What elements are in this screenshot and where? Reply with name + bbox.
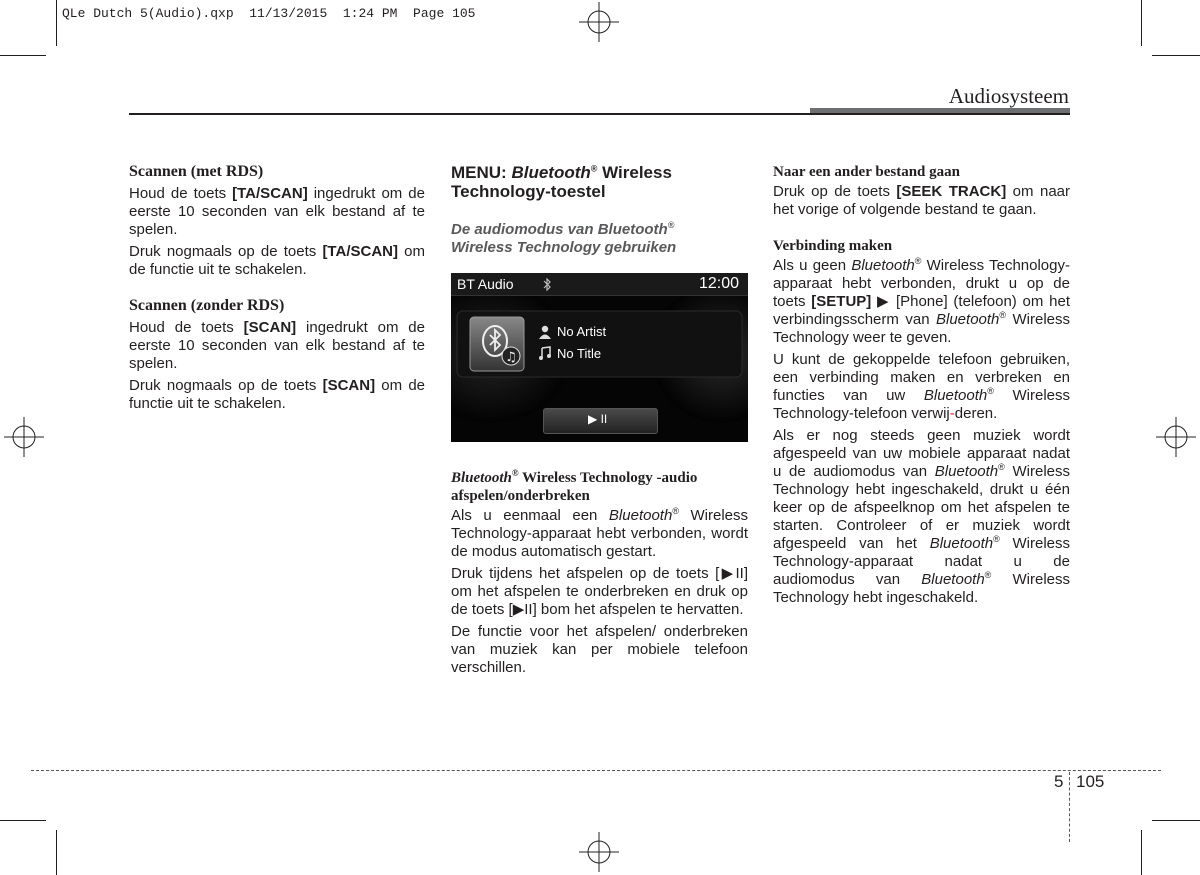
arrow-right-icon: ▶ — [871, 293, 896, 310]
text: Druk nogmaals op de toets — [129, 243, 323, 260]
paragraph: De functie voor het afspelen/ onderbreken van muziek kan per mobiele telefoon verschillen. — [451, 623, 748, 676]
text: Bluetooth — [929, 535, 994, 552]
heading-connect: Verbinding maken — [773, 238, 893, 254]
page-number: 105 — [1076, 772, 1105, 791]
paragraph — [129, 377, 425, 413]
paragraph — [451, 507, 748, 561]
footer-dashed-rule — [31, 770, 1161, 771]
chapter-number: 5 — [1054, 772, 1064, 791]
registration-mark-icon — [4, 417, 44, 457]
text: ] bom het afspelen te hervatten. — [532, 601, 744, 618]
text: Houd de toets — [129, 319, 244, 336]
key-label: [SCAN] — [322, 377, 376, 394]
key-label: [SETUP] — [811, 293, 872, 310]
text: om naar het vorige of volgende bestand te gaan. — [773, 183, 1071, 218]
text: De audiomodus van Bluetooth — [451, 221, 668, 238]
heading-bt-play — [451, 469, 748, 505]
artist-icon — [538, 325, 552, 339]
play-pause-icon: ▶II — [512, 601, 533, 618]
text: Wireless Technology-apparaat hebt verbonden, drukt u op de toets — [773, 257, 1070, 310]
section-title: Audiosysteem — [948, 84, 1069, 108]
registered-mark: ® — [993, 534, 1000, 544]
registration-mark-icon — [579, 832, 619, 872]
hyphen: - — [949, 405, 955, 422]
key-label: [SEEK TRACK] — [896, 183, 1007, 200]
text: Houd de toets — [129, 185, 233, 202]
text: om de functie uit te schakelen. — [129, 243, 425, 278]
text: Bluetooth — [608, 507, 673, 524]
column-right — [773, 163, 1070, 611]
text: U kunt de gekoppelde telefoon gebruiken, een verbinding maken en verbreken en functies van uw — [773, 351, 1070, 404]
key-label: [SCAN] — [243, 319, 297, 336]
paragraph — [773, 257, 1070, 347]
subheading — [451, 221, 748, 257]
paragraph — [773, 351, 1070, 423]
registered-mark: ® — [511, 468, 519, 478]
paragraph — [129, 185, 425, 239]
paragraph — [773, 183, 1070, 219]
text: ] om het afspelen te onderbreken en druk op de toets [ — [451, 565, 749, 618]
text: Als er nog steeds geen muziek wordt afgespeeld van uw mobiele apparaat nadat u de audiomodus van — [773, 427, 1070, 480]
music-note-icon — [538, 346, 552, 360]
heading-scan-rds: Scannen (met RDS) — [129, 163, 264, 180]
crop-mark — [1152, 820, 1200, 821]
registered-mark: ® — [987, 386, 994, 396]
column-middle — [451, 163, 748, 257]
text: Wireless Technology gebruiken — [451, 239, 677, 256]
artist-label: No Artist — [557, 324, 607, 339]
crop-mark — [0, 55, 46, 56]
registered-mark: ® — [998, 462, 1005, 472]
crop-mark — [56, 830, 57, 875]
crop-mark — [1152, 55, 1200, 56]
text: Als u eenmaal een — [451, 507, 609, 524]
registered-mark: ® — [984, 570, 992, 580]
text: Druk tijdens het afspelen op de toets [ — [451, 565, 720, 582]
text: Wireless Technology weer te geven. — [773, 311, 1070, 346]
crop-mark — [0, 820, 46, 821]
text: Wireless Technology-apparaat hebt verbonden, wordt de modus automatisch gestart. — [451, 507, 748, 560]
text: Als u geen — [773, 257, 852, 274]
text: Bluetooth — [921, 571, 985, 588]
text: Bluetooth — [936, 311, 1000, 328]
text: Wireless Technology -audio afspelen/onderbreken — [451, 470, 698, 504]
crop-mark — [56, 0, 57, 46]
text: ingedrukt om de eerste 10 seconden van elk bestand af te spelen. — [129, 319, 425, 372]
text: Wireless Technology hebt ingeschakeld, drukt u één keer op de afspeelknop om het afspelen te starten. Controleer of er muziek wordt afgespeeld van het — [773, 463, 1071, 552]
header-rule — [129, 113, 1070, 115]
title-label: No Title — [557, 346, 602, 361]
crop-mark — [1141, 830, 1142, 875]
text: Bluetooth — [923, 387, 988, 404]
text: deren. — [954, 405, 998, 422]
paragraph — [129, 243, 425, 279]
key-label: [TA/SCAN] — [322, 243, 398, 260]
text: Wireless Technology-apparaat nadat u de audiomodus van — [773, 535, 1071, 588]
column-left — [129, 163, 425, 417]
bt-audio-screenshot — [451, 273, 748, 442]
heading-other-file: Naar een ander bestand gaan — [773, 164, 960, 180]
paragraph — [129, 319, 425, 373]
registered-mark: ® — [999, 310, 1007, 320]
bluetooth-icon — [542, 278, 552, 291]
text: Bluetooth — [851, 257, 915, 274]
registered-mark: ® — [672, 506, 679, 516]
play-pause-icon: ▶II — [719, 565, 744, 582]
screen-clock: 12:00 — [699, 275, 740, 292]
text: Druk op de toets — [773, 183, 897, 200]
registration-mark-icon — [579, 2, 619, 42]
screen-mode-label: BT Audio — [457, 276, 514, 292]
text: Bluetooth — [511, 163, 591, 182]
paragraph — [773, 427, 1070, 607]
registered-mark: ® — [914, 256, 922, 266]
registered-mark: ® — [590, 163, 598, 174]
footer-divider — [1069, 772, 1070, 842]
text: [Phone] (telefoon) om het verbindingsscherm van — [773, 293, 1070, 328]
text: Bluetooth — [934, 463, 999, 480]
text: ingedrukt om de eerste 10 seconden van elk bestand af te spelen. — [129, 185, 425, 238]
crop-mark — [1141, 0, 1142, 46]
registered-mark: ® — [667, 220, 675, 230]
column-middle-lower — [451, 469, 748, 681]
text: Wireless Technology hebt ingeschakeld. — [773, 571, 1070, 606]
key-label: [TA/SCAN] — [232, 185, 308, 202]
menu-title — [451, 163, 748, 201]
print-slug: QLe Dutch 5(Audio).qxp 11/13/2015 1:24 PM Page 105 — [62, 6, 476, 21]
paragraph — [451, 565, 748, 619]
text: Bluetooth — [451, 470, 512, 486]
text: Druk nogmaals op de toets — [129, 377, 323, 394]
text: om de functie uit te schakelen. — [129, 377, 426, 412]
play-pause-label: ▶ II — [588, 412, 608, 426]
text: MENU: — [451, 163, 512, 182]
text: Wireless — [597, 163, 672, 182]
text: Wireless Technology-telefoon verwij — [773, 387, 1070, 422]
svg-text:♫: ♫ — [505, 350, 517, 365]
album-art-icon — [469, 316, 525, 372]
registration-mark-icon — [1156, 417, 1196, 457]
heading-scan-no-rds: Scannen (zonder RDS) — [129, 297, 285, 314]
text: Technology-toestel — [451, 182, 606, 201]
